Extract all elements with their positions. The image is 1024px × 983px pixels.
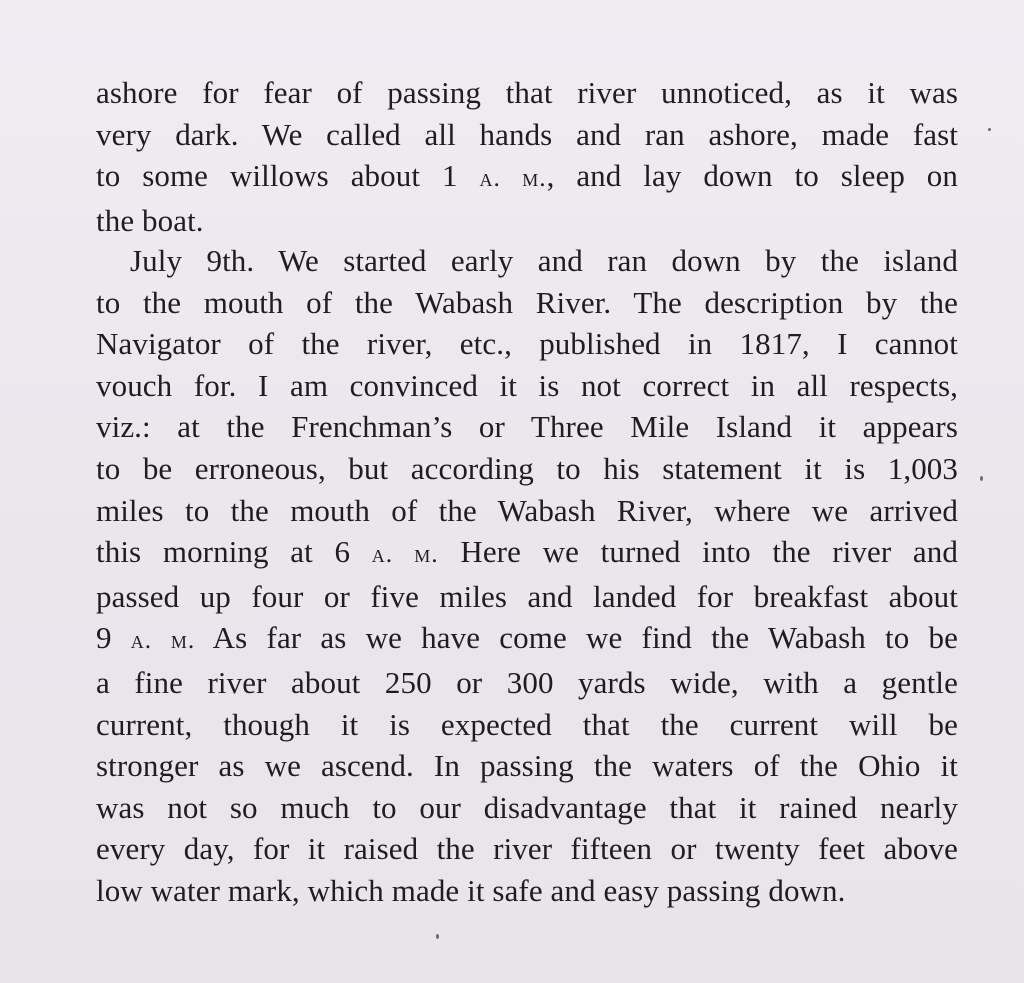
text-line: stronger as we ascend. In passing the waters of the Ohio it: [96, 748, 958, 784]
time-abbreviation: a. m.: [479, 164, 547, 193]
text-line: passed up four or five miles and landed for breakfast about: [96, 578, 958, 614]
diary-entry-july-9th: [96, 240, 958, 912]
text-line: was not so much to our disadvantage that it rained nearly: [96, 789, 958, 825]
paper-speck: [436, 934, 439, 939]
text-line: 9 a. m. As far as we have come we find the Wabash to be: [96, 620, 958, 656]
text-line: this morning at 6 a. m. Here we turned into the river and: [96, 534, 958, 570]
time-abbreviation: a. m.: [130, 626, 196, 655]
text-line: viz.: at the Frenchman’s or Three Mile Island it appears: [96, 409, 958, 445]
paper-speck: [980, 476, 983, 481]
time-abbreviation: a. m.: [371, 540, 439, 569]
text-line: to the mouth of the Wabash River. The description by the: [96, 284, 958, 320]
text-line: every day, for it raised the river fifteen or twenty feet above: [96, 831, 958, 867]
text-line: current, though it is expected that the current will be: [96, 706, 958, 742]
text-line: ashore for fear of passing that river unnoticed, as it was: [96, 75, 958, 110]
paper-speck: [988, 128, 991, 131]
text-line: to be erroneous, but according to his statement it is 1,003: [96, 450, 958, 486]
text-line: miles to the mouth of the Wabash River, where we arrived: [96, 492, 958, 528]
entry-heading-line: July 9th. We started early and ran down by the island: [130, 243, 958, 278]
text-line: the boat.: [96, 202, 204, 238]
text-line: Navigator of the river, etc., published in 1817, I cannot: [96, 326, 958, 362]
text-line: low water mark, which made it safe and easy passing down.: [96, 872, 846, 908]
text-line: a fine river about 250 or 300 yards wide, with a gentle: [96, 664, 958, 700]
text-line: vouch for. I am convinced it is not correct in all respects,: [96, 367, 958, 403]
continuation-paragraph: [96, 72, 958, 241]
text-line: to some willows about 1 a. m., and lay down to sleep on: [96, 158, 959, 194]
text-line: very dark. We called all hands and ran ashore, made fast: [96, 116, 958, 152]
